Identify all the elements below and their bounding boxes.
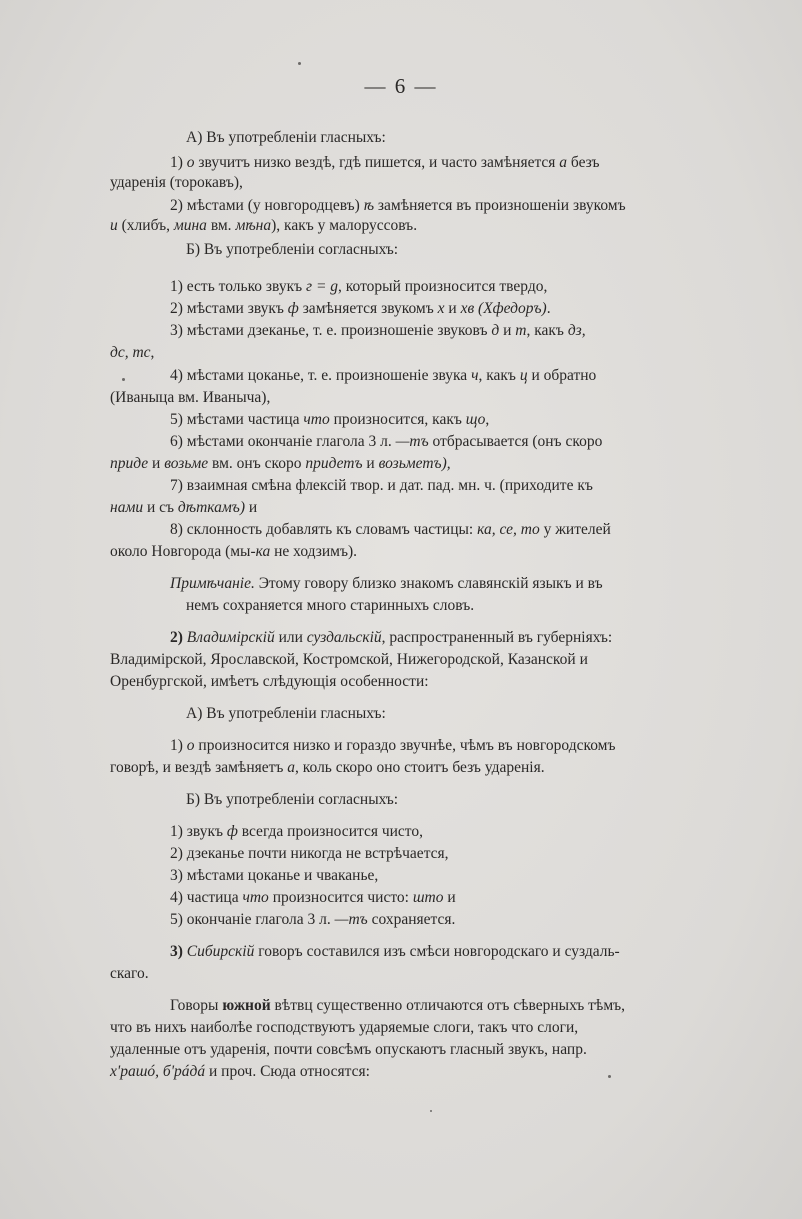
text-line <box>186 128 386 147</box>
text-segment: и <box>110 217 118 234</box>
text-segment: ф <box>287 300 299 317</box>
text-segment: —тъ <box>334 911 368 928</box>
text-segment: и проч. Сюда относятся: <box>205 1063 370 1080</box>
text-line <box>170 822 423 841</box>
text-line <box>170 410 489 429</box>
text-segment: 4) мѣстами цоканье, т. е. произношеніе звука <box>170 367 472 384</box>
text-segment: произносится низко и гораздо звучнѣе, чѣмъ въ новгородскомъ <box>194 737 616 754</box>
text-line <box>170 736 616 755</box>
text-segment: и <box>148 455 165 472</box>
text-segment: ударенія (торокавъ), <box>110 174 243 191</box>
text-segment: Владимірской, Ярославской, Костромской, Нижегородской, Казанской и <box>110 651 588 668</box>
text-segment: ч <box>471 367 479 384</box>
text-line <box>110 1040 587 1059</box>
text-segment: хв (Хфедоръ) <box>460 300 547 317</box>
text-segment: звучитъ низко вездѣ, гдѣ пишется, и часто замѣняется <box>194 154 560 171</box>
text-segment: ), какъ у малоруссовъ. <box>271 217 418 234</box>
text-segment: т <box>515 322 527 339</box>
text-segment: 5) мѣстами частица <box>170 411 304 428</box>
text-segment: а <box>559 154 568 171</box>
text-segment: 8) склонность добавлять къ словамъ частицы: <box>170 521 478 538</box>
text-segment: 2) <box>170 629 187 646</box>
text-segment: , <box>485 411 490 428</box>
text-line <box>170 476 593 495</box>
text-segment: 6) мѣстами окончаніе глагола 3 л. <box>170 433 396 450</box>
text-segment: А) Въ употребленіи гласныхъ: <box>186 129 386 146</box>
text-segment: и съ <box>143 499 178 516</box>
paper-speck <box>608 1075 611 1078</box>
text-segment: о <box>186 737 195 754</box>
text-line <box>186 704 386 723</box>
text-segment: мина <box>173 217 207 234</box>
text-segment: отбрасывается (онъ скоро <box>428 433 603 450</box>
text-segment: х <box>437 300 445 317</box>
text-segment: Этому говору близко знакомъ славянскій языкъ и въ <box>254 575 603 592</box>
text-line <box>110 964 149 983</box>
text-line <box>170 366 596 385</box>
text-segment: 3) <box>170 943 187 960</box>
text-segment: замѣняется въ произношеніи звукомъ <box>374 197 626 214</box>
text-segment: ц <box>519 367 528 384</box>
text-segment: Примѣчаніе. <box>170 575 255 592</box>
text-segment: и <box>245 499 258 516</box>
text-line <box>170 996 625 1015</box>
text-line <box>170 628 612 647</box>
text-segment: что <box>303 411 330 428</box>
text-segment: 2) мѣстами звукъ <box>170 300 288 317</box>
text-line <box>170 520 611 539</box>
text-line <box>110 498 257 517</box>
text-segment: що <box>465 411 486 428</box>
text-segment: нами <box>110 499 144 516</box>
text-segment: возьме <box>164 455 209 472</box>
text-segment: 3) мѣстами цоканье и чваканье, <box>170 867 379 884</box>
text-segment: произносится чисто: <box>268 889 413 906</box>
text-segment: удаленные отъ ударенія, почти совсѣмъ опускаютъ гласный звукъ, напр. <box>110 1041 587 1058</box>
text-segment: дѣткамъ) <box>177 499 246 516</box>
text-line <box>170 866 378 885</box>
text-line <box>110 1062 370 1081</box>
text-segment: а <box>287 759 296 776</box>
text-line <box>170 432 602 451</box>
text-line <box>110 343 154 362</box>
text-line <box>170 299 551 318</box>
text-segment: и <box>443 889 456 906</box>
text-line <box>110 650 588 669</box>
text-segment: вм. <box>206 217 236 234</box>
text-segment: приде <box>110 455 149 472</box>
text-line <box>110 672 429 691</box>
text-line <box>186 240 398 259</box>
text-line <box>110 1018 578 1037</box>
text-line <box>170 321 586 340</box>
text-segment: 2) дзеканье почти никогда не встрѣчается, <box>170 845 449 862</box>
text-segment: 1) <box>170 737 187 754</box>
text-segment: г = g <box>306 278 339 295</box>
text-segment: и обратно <box>527 367 597 384</box>
text-segment: ка <box>255 543 271 560</box>
text-segment: суздальскій <box>306 629 382 646</box>
text-line <box>170 153 600 172</box>
paper-speck <box>298 62 301 65</box>
text-line <box>170 277 547 296</box>
text-line <box>110 388 270 407</box>
text-segment: , какъ <box>478 367 520 384</box>
text-segment: говоръ составился изъ смѣси новгородскаго и суздаль- <box>254 943 620 960</box>
text-segment: что въ нихъ наиболѣе господствуютъ ударяемые слоги, такъ что слоги, <box>110 1019 579 1036</box>
text-segment: придетъ <box>305 455 363 472</box>
text-line <box>110 454 451 473</box>
text-segment: мѣна <box>235 217 272 234</box>
text-segment: , коль скоро оно стоитъ безъ ударенія. <box>295 759 545 776</box>
text-segment: Оренбургской, имѣетъ слѣдующія особенности: <box>110 673 429 690</box>
text-line <box>110 758 545 777</box>
text-segment: ф <box>226 823 238 840</box>
text-segment: и <box>362 455 379 472</box>
text-segment: около Новгорода (мы- <box>110 543 256 560</box>
text-segment: , распространенный въ губерніяхъ: <box>381 629 613 646</box>
text-line <box>110 216 417 235</box>
text-segment: Владимірскій <box>186 629 275 646</box>
text-line <box>186 596 474 615</box>
text-segment: 2) мѣстами (у новгородцевъ) <box>170 197 364 214</box>
text-segment: х'рашó, б'рáдá <box>110 1063 206 1080</box>
text-segment: (хлибъ, <box>117 217 174 234</box>
text-segment: Сибирскій <box>186 943 255 960</box>
text-segment: Б) Въ употребленіи согласныхъ: <box>186 241 399 258</box>
text-segment: д <box>491 322 500 339</box>
text-line <box>170 910 455 929</box>
text-line <box>170 942 620 961</box>
page-number: — 6 — <box>364 74 438 98</box>
text-segment: южной <box>222 997 271 1014</box>
text-segment: сохраняется. <box>367 911 456 928</box>
text-segment: у жителей <box>539 521 611 538</box>
text-segment: о <box>186 154 195 171</box>
text-line <box>170 844 449 863</box>
text-segment: вм. онъ скоро <box>208 455 306 472</box>
text-segment: Б) Въ употребленіи согласныхъ: <box>186 791 399 808</box>
text-segment: немъ сохраняется много старинныхъ словъ. <box>186 597 475 614</box>
text-segment: , <box>150 344 155 361</box>
text-segment: 1) <box>170 154 187 171</box>
text-segment: , какъ <box>526 322 568 339</box>
text-segment: ѣ <box>363 197 375 214</box>
text-segment: Говоры <box>170 997 223 1014</box>
text-segment: что <box>242 889 269 906</box>
text-segment: возьметъ), <box>378 455 451 472</box>
text-line <box>170 574 603 593</box>
text-segment: . <box>546 300 551 317</box>
text-segment: 1) есть только звукъ <box>170 278 307 295</box>
text-segment: замѣняется звукомъ <box>298 300 438 317</box>
text-segment: 1) звукъ <box>170 823 227 840</box>
text-segment: —тъ <box>395 433 429 450</box>
text-segment: (Иваныца вм. Иванычa), <box>110 389 271 406</box>
text-segment: 3) мѣстами дзеканье, т. е. произношеніе звуковъ <box>170 322 492 339</box>
text-segment: произносится, какъ <box>329 411 466 428</box>
text-segment: вѣтвц существенно отличаются отъ сѣверныхъ тѣмъ, <box>270 997 626 1014</box>
text-segment: 4) частица <box>170 889 243 906</box>
text-segment: всегда произносится чисто, <box>237 823 423 840</box>
text-segment: безъ <box>567 154 600 171</box>
text-segment: не ходзимъ). <box>270 543 357 560</box>
text-segment: ка, се, то <box>477 521 540 538</box>
paper-speck <box>122 378 125 381</box>
text-line <box>170 888 456 907</box>
text-segment: А) Въ употребленіи гласныхъ: <box>186 705 386 722</box>
text-segment: 5) окончаніе глагола 3 л. <box>170 911 335 928</box>
paper-speck <box>430 1110 432 1112</box>
text-segment: 7) взаимная смѣна флексій твор. и дат. пад. мн. ч. (приходите къ <box>170 477 593 494</box>
text-segment: и <box>499 322 516 339</box>
text-line <box>170 196 626 215</box>
text-segment: дс, тс <box>110 344 151 361</box>
text-line <box>110 173 243 192</box>
text-segment: и <box>444 300 461 317</box>
text-segment: , который произносится твердо, <box>338 278 548 295</box>
text-segment: или <box>274 629 307 646</box>
text-segment: говорѣ, и вездѣ замѣняетъ <box>110 759 288 776</box>
text-segment: скаго. <box>110 965 149 982</box>
text-segment: што <box>412 889 444 906</box>
text-line <box>110 542 357 561</box>
text-line <box>186 790 398 809</box>
text-segment: дз, <box>567 322 586 339</box>
